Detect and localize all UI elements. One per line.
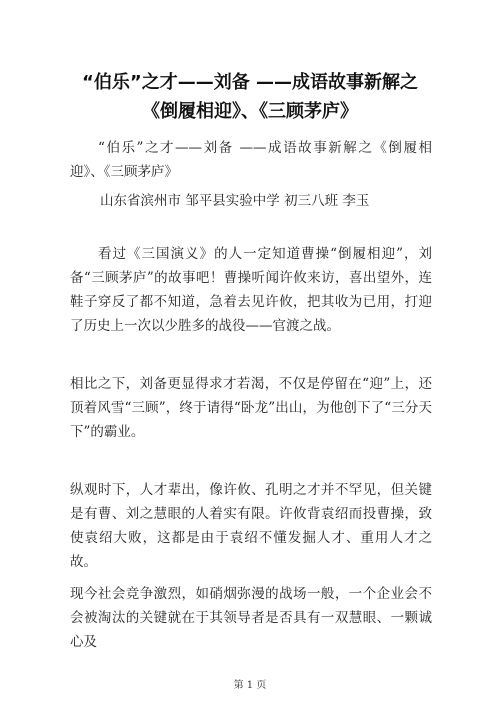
paragraph-body-3: 纵观时下，人才辈出，像许攸、孔明之才并不罕见，但关键是有曹、刘之慧眼的人着实有限。许攸背袁绍而投曹操，致使袁绍大败，这都是由于袁绍不懂发掘人才、重用人才之故。 [70, 482, 432, 570]
page-number: 第 1 页 [233, 680, 267, 691]
paragraph-body-2: 相比之下，刘备更显得求才若渴，不仅是停留在“迎”上，还顶着风雪“三顾”，终于请得“卧龙”出山，为他创下了“三分天下”的霸业。 [70, 376, 432, 440]
document-title: “伯乐”之才——刘备 ——成语故事新解之《倒履相迎》、《三顾茅庐》 [82, 72, 418, 122]
paragraph-subtitle: “伯乐”之才——刘备 ——成语故事新解之《倒履相迎》、《三顾茅庐》 [70, 140, 432, 180]
paragraph-body-1: 看过《三国演义》的人一定知道曹操“倒履相迎”，刘备“三顾茅庐”的故事吧！曹操听闻许攸来访，喜出望外，连鞋子穿反了都不知道，急着去见许攸，把其收为已用，打迎了历史上一次以少胜多的战役——官渡之战。 [70, 246, 432, 334]
paragraph-author: 山东省滨州市 邹平县实验中学 初三八班 李玉 [100, 193, 370, 209]
paragraph-body-4: 现今社会竞争激烈，如硝烟弥漫的战场一般，一个企业会不会被淘汰的关键就在于其领导者是否具有一双慧眼、一颗诚心及 [70, 586, 432, 650]
